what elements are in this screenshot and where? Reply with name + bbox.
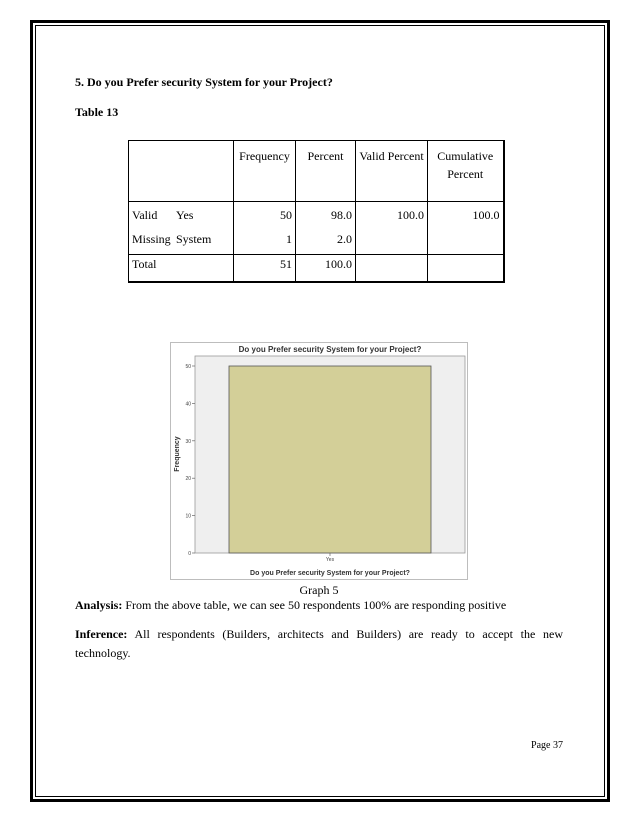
analysis-paragraph — [75, 598, 506, 613]
cell-cumulative-percent — [428, 255, 504, 283]
row-label-group: Valid — [132, 208, 158, 222]
row-label-group: Total — [132, 257, 157, 271]
inference-label: Inference: — [75, 627, 128, 641]
table-header-row — [129, 141, 504, 202]
graph-caption: Graph 5 — [299, 583, 339, 597]
inference-paragraph — [75, 625, 563, 663]
bar-chart-svg — [170, 342, 468, 580]
analysis-label: Analysis: — [75, 598, 123, 612]
y-axis-label: Frequency — [174, 436, 181, 472]
y-tick-label: 10 — [185, 513, 191, 520]
table-header-percent: Percent — [296, 141, 356, 202]
table-caption: Table 13 — [75, 105, 119, 119]
cell-frequency: 50 — [234, 202, 296, 231]
row-label — [129, 202, 234, 231]
cell-cumulative-percent — [428, 230, 504, 255]
cell-frequency: 1 — [234, 230, 296, 255]
table-row — [129, 202, 504, 231]
chart-title: Do you Prefer security System for your Project? — [238, 345, 422, 354]
cell-percent: 2.0 — [296, 230, 356, 255]
page-number: Page 37 — [531, 740, 563, 751]
cell-valid-percent: 100.0 — [356, 202, 428, 231]
y-tick-label: 50 — [185, 364, 191, 370]
row-label — [129, 230, 234, 255]
question-heading: 5. Do you Prefer security System for your Project? — [75, 75, 333, 89]
y-tick-label: 40 — [185, 401, 191, 408]
analysis-text: From the above table, we can see 50 respondents 100% are responding positive — [122, 598, 507, 612]
x-tick-label: Yes — [325, 557, 335, 563]
cell-cumulative-percent: 100.0 — [428, 202, 504, 231]
cell-frequency: 51 — [234, 255, 296, 283]
y-tick-label: 20 — [185, 476, 191, 483]
cell-percent: 100.0 — [296, 255, 356, 283]
inference-text: All respondents (Builders, architects and Builders) are ready to accept the new technology. — [75, 627, 563, 660]
table-header-frequency: Frequency — [234, 141, 296, 202]
row-label — [129, 255, 234, 283]
cell-percent: 98.0 — [296, 202, 356, 231]
x-axis-label: Do you Prefer security System for your Project? — [250, 570, 410, 577]
y-tick-label: 30 — [185, 438, 191, 445]
frequency-table — [128, 140, 505, 283]
bar-chart — [170, 342, 468, 580]
row-label-category: System — [176, 232, 212, 246]
y-tick-label: 0 — [188, 551, 191, 557]
bar — [229, 366, 431, 553]
table-row — [129, 255, 504, 283]
cell-valid-percent — [356, 230, 428, 255]
table-row — [129, 230, 504, 255]
cell-valid-percent — [356, 255, 428, 283]
table-header-valid-percent: Valid Percent — [356, 141, 428, 202]
table-header-cumulative-percent: Cumulative Percent — [428, 141, 504, 202]
row-label-category: Yes — [176, 208, 194, 222]
table-header-blank — [129, 141, 234, 202]
row-label-group: Missing — [132, 232, 171, 246]
